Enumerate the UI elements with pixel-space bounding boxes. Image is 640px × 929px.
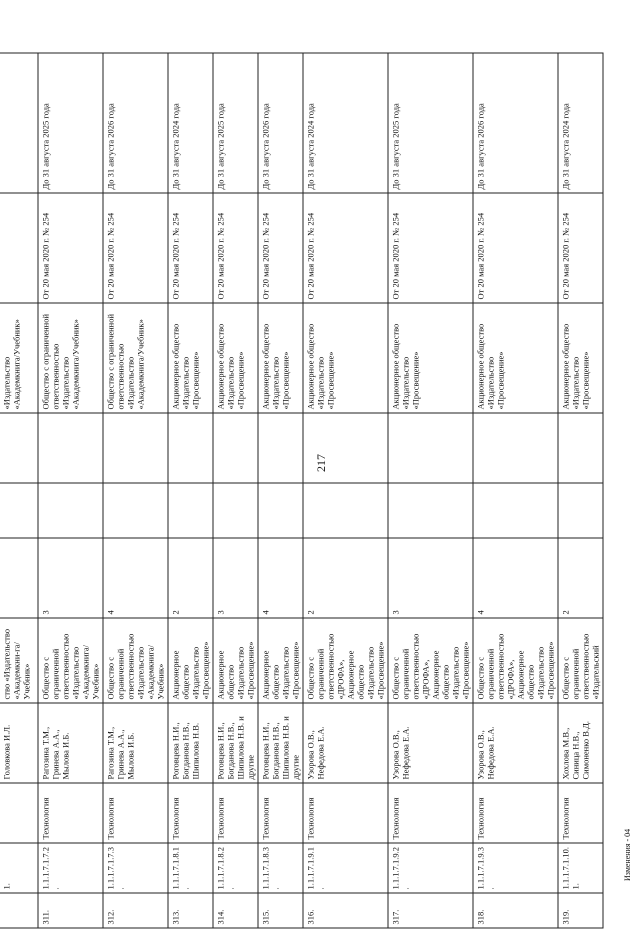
- cell-grade: 2: [303, 538, 388, 618]
- cell-num: 313.: [168, 893, 213, 928]
- cell-publisher2: Акционерное общество «Издательство «Просвещение»: [213, 303, 258, 413]
- cell-blank: [558, 483, 603, 538]
- cell-order: От 20 мая 2020 г. № 254: [38, 193, 103, 303]
- cell-num: 315.: [258, 893, 303, 928]
- cell-code: 1.1.1.7.1.8.3.: [258, 843, 303, 893]
- cell-publisher: Общество с ограниченной ответственностью «Издательство «Академкнига/Учебник»: [38, 618, 103, 703]
- cell-deadline: До 31 августа 2025 года: [213, 53, 258, 193]
- cell-order: От 20 мая 2020 г. № 254: [558, 193, 603, 303]
- cell-deadline: До 31 августа 2024 года: [558, 53, 603, 193]
- cell-blank: [558, 413, 603, 483]
- cell-code: 1.1.1.7.1.8.2.: [213, 843, 258, 893]
- cell-blank: [258, 483, 303, 538]
- cell-subject: Технология: [213, 783, 258, 843]
- cell-publisher: Акционерное общество «Издательство «Просвещение»: [168, 618, 213, 703]
- page-number: 217: [314, 454, 328, 472]
- cell-code: 1.1.1.7.1.9.2.: [388, 843, 473, 893]
- cell-num: [0, 893, 38, 928]
- cell-code: 1.1.1.7.1.10.1.: [558, 843, 603, 893]
- cell-grade: 4: [103, 538, 168, 618]
- cell-publisher2: Общество с ограниченной ответственностью «Издательство «Академкнига/Учебник»: [103, 303, 168, 413]
- cell-blank: [168, 413, 213, 483]
- cell-publisher2: Акционерное общество «Издательство «Просвещение»: [168, 303, 213, 413]
- cell-deadline: До 31 августа 2024 года: [168, 53, 213, 193]
- cell-authors: Роговцева Н.И., Богданова Н.В., Шипилова Н.В. и другие: [213, 703, 258, 783]
- cell-order: От 20 мая 2020 г. № 254: [103, 193, 168, 303]
- header-row: [0, 53, 38, 928]
- cell-num: 317.: [388, 893, 473, 928]
- cell-blank: [258, 413, 303, 483]
- cell-authors: Хохлова М.В., Синица Н.В., Симоненко В.Д.: [558, 703, 603, 783]
- cell-publisher2: Акционерное общество «Издательство «Просвещение»: [388, 303, 473, 413]
- cell-grade: 3: [38, 538, 103, 618]
- cell-blank: [0, 538, 38, 618]
- cell-code: 1.1.1.7.1.9.3.: [473, 843, 558, 893]
- cell-publisher: ство «Издательство «Академкни-га/Учебник»: [0, 618, 38, 703]
- cell-subject: Технология: [168, 783, 213, 843]
- cell-grade: 3: [213, 538, 258, 618]
- cell-authors: Роговцева Н.И., Богданова Н.В., Шипилова Н.В.: [168, 703, 213, 783]
- cell-blank: [388, 413, 473, 483]
- cell-blank: [38, 483, 103, 538]
- cell-code: 1.1.1.7.1.7.3.: [103, 843, 168, 893]
- cell-authors: Рагозина Т.М., Гринева А.А., Мылова И.Б.: [38, 703, 103, 783]
- cell-deadline: [0, 53, 38, 193]
- cell-publisher2: Акционерное общество «Издательство «Просвещение»: [258, 303, 303, 413]
- cell-order: От 20 мая 2020 г. № 254: [213, 193, 258, 303]
- cell-subject: Технология: [38, 783, 103, 843]
- cell-blank: [303, 413, 388, 483]
- cell-publisher: Акционерное общество «Издательство «Просвещение»: [213, 618, 258, 703]
- cell-publisher2: «Издательство «Академкнига/Учебник»: [0, 303, 38, 413]
- cell-grade: 4: [258, 538, 303, 618]
- cell-blank: [103, 483, 168, 538]
- cell-publisher: Общество с ограниченной ответственностью «Издательство «Академкнига/Учебник»: [103, 618, 168, 703]
- cell-publisher2: Общество с ограниченной ответственностью «Издательство «Академкнига/Учебник»: [38, 303, 103, 413]
- table-row: [168, 53, 213, 928]
- cell-deadline: До 31 августа 2026 года: [258, 53, 303, 193]
- table-row: [388, 53, 473, 928]
- cell-subject: [0, 783, 38, 843]
- cell-num: 319.: [558, 893, 603, 928]
- cell-blank: [0, 483, 38, 538]
- cell-num: 318.: [473, 893, 558, 928]
- cell-blank: [38, 413, 103, 483]
- cell-code: 1.1.1.7.1.9.1.: [303, 843, 388, 893]
- cell-authors: Рагозина Т.М., Гринева А.А., Мылова И.Б.: [103, 703, 168, 783]
- cell-subject: Технология: [558, 783, 603, 843]
- cell-publisher: Общество с ограниченной ответственностью «Издательский: [558, 618, 603, 703]
- cell-deadline: До 31 августа 2026 года: [103, 53, 168, 193]
- cell-authors: Узорова О.В., Нефедова Е.А.: [388, 703, 473, 783]
- cell-publisher: Акционерное общество «Издательство «Просвещение»: [258, 618, 303, 703]
- cell-authors: Узорова О.В., Нефедова Е.А.: [303, 703, 388, 783]
- cell-num: 312.: [103, 893, 168, 928]
- cell-publisher: Общество с ограниченной ответственностью «ДРОФА», Акционерное общество «Издательство «Просвещение»: [303, 618, 388, 703]
- cell-blank: [213, 483, 258, 538]
- cell-publisher: Общество с ограниченной ответственностью «ДРОФА», Акционерное общество «Издательство «Просвещение»: [473, 618, 558, 703]
- cell-publisher: Общество с ограниченной ответственностью «ДРОФА», Акционерное общество «Издательство «Просвещение»: [388, 618, 473, 703]
- cell-authors: Узорова О.В., Нефедова Е.А.: [473, 703, 558, 783]
- cell-blank: [473, 483, 558, 538]
- cell-blank: [168, 483, 213, 538]
- cell-authors: Головкова И.Л.: [0, 703, 38, 783]
- cell-deadline: До 31 августа 2025 года: [388, 53, 473, 193]
- cell-deadline: До 31 августа 2026 года: [473, 53, 558, 193]
- cell-num: 314.: [213, 893, 258, 928]
- cell-order: От 20 мая 2020 г. № 254: [388, 193, 473, 303]
- cell-publisher2: Акционерное общество «Издательство «Просвещение»: [473, 303, 558, 413]
- cell-blank: [213, 413, 258, 483]
- cell-deadline: До 31 августа 2025 года: [38, 53, 103, 193]
- cell-blank: [303, 483, 388, 538]
- cell-order: [0, 193, 38, 303]
- cell-order: От 20 мая 2020 г. № 254: [303, 193, 388, 303]
- cell-code: 1.1.1.7.1.8.1.: [168, 843, 213, 893]
- table-row: [38, 53, 103, 928]
- cell-deadline: До 31 августа 2024 года: [303, 53, 388, 193]
- table-row: [303, 53, 388, 928]
- cell-code: 1.: [0, 843, 38, 893]
- cell-blank: [473, 413, 558, 483]
- cell-subject: Технология: [258, 783, 303, 843]
- cell-grade: 4: [473, 538, 558, 618]
- textbook-table: [0, 53, 604, 929]
- table-row: [103, 53, 168, 928]
- cell-subject: Технология: [303, 783, 388, 843]
- cell-blank: [0, 413, 38, 483]
- table-row: [558, 53, 603, 928]
- cell-grade: 2: [168, 538, 213, 618]
- cell-subject: Технология: [388, 783, 473, 843]
- cell-blank: [103, 413, 168, 483]
- cell-blank: [388, 483, 473, 538]
- table-row: [473, 53, 558, 928]
- cell-order: От 20 мая 2020 г. № 254: [258, 193, 303, 303]
- cell-code: 1.1.1.7.1.7.2.: [38, 843, 103, 893]
- cell-order: От 20 мая 2020 г. № 254: [168, 193, 213, 303]
- cell-publisher2: Акционерное общество «Издательство «Просвещение»: [558, 303, 603, 413]
- cell-order: От 20 мая 2020 г. № 254: [473, 193, 558, 303]
- cell-subject: Технология: [473, 783, 558, 843]
- cell-grade: 3: [388, 538, 473, 618]
- cell-grade: 2: [558, 538, 603, 618]
- table-row: [258, 53, 303, 928]
- footer-changes: Изменения - 04: [623, 828, 632, 881]
- cell-authors: Роговцева Н.И., Богданова Н.В., Шипилова Н.В. и другие: [258, 703, 303, 783]
- cell-num: 311.: [38, 893, 103, 928]
- cell-publisher2: Акционерное общество «Издательство «Просвещение»: [303, 303, 388, 413]
- table-row: [213, 53, 258, 928]
- cell-subject: Технология: [103, 783, 168, 843]
- cell-num: 316.: [303, 893, 388, 928]
